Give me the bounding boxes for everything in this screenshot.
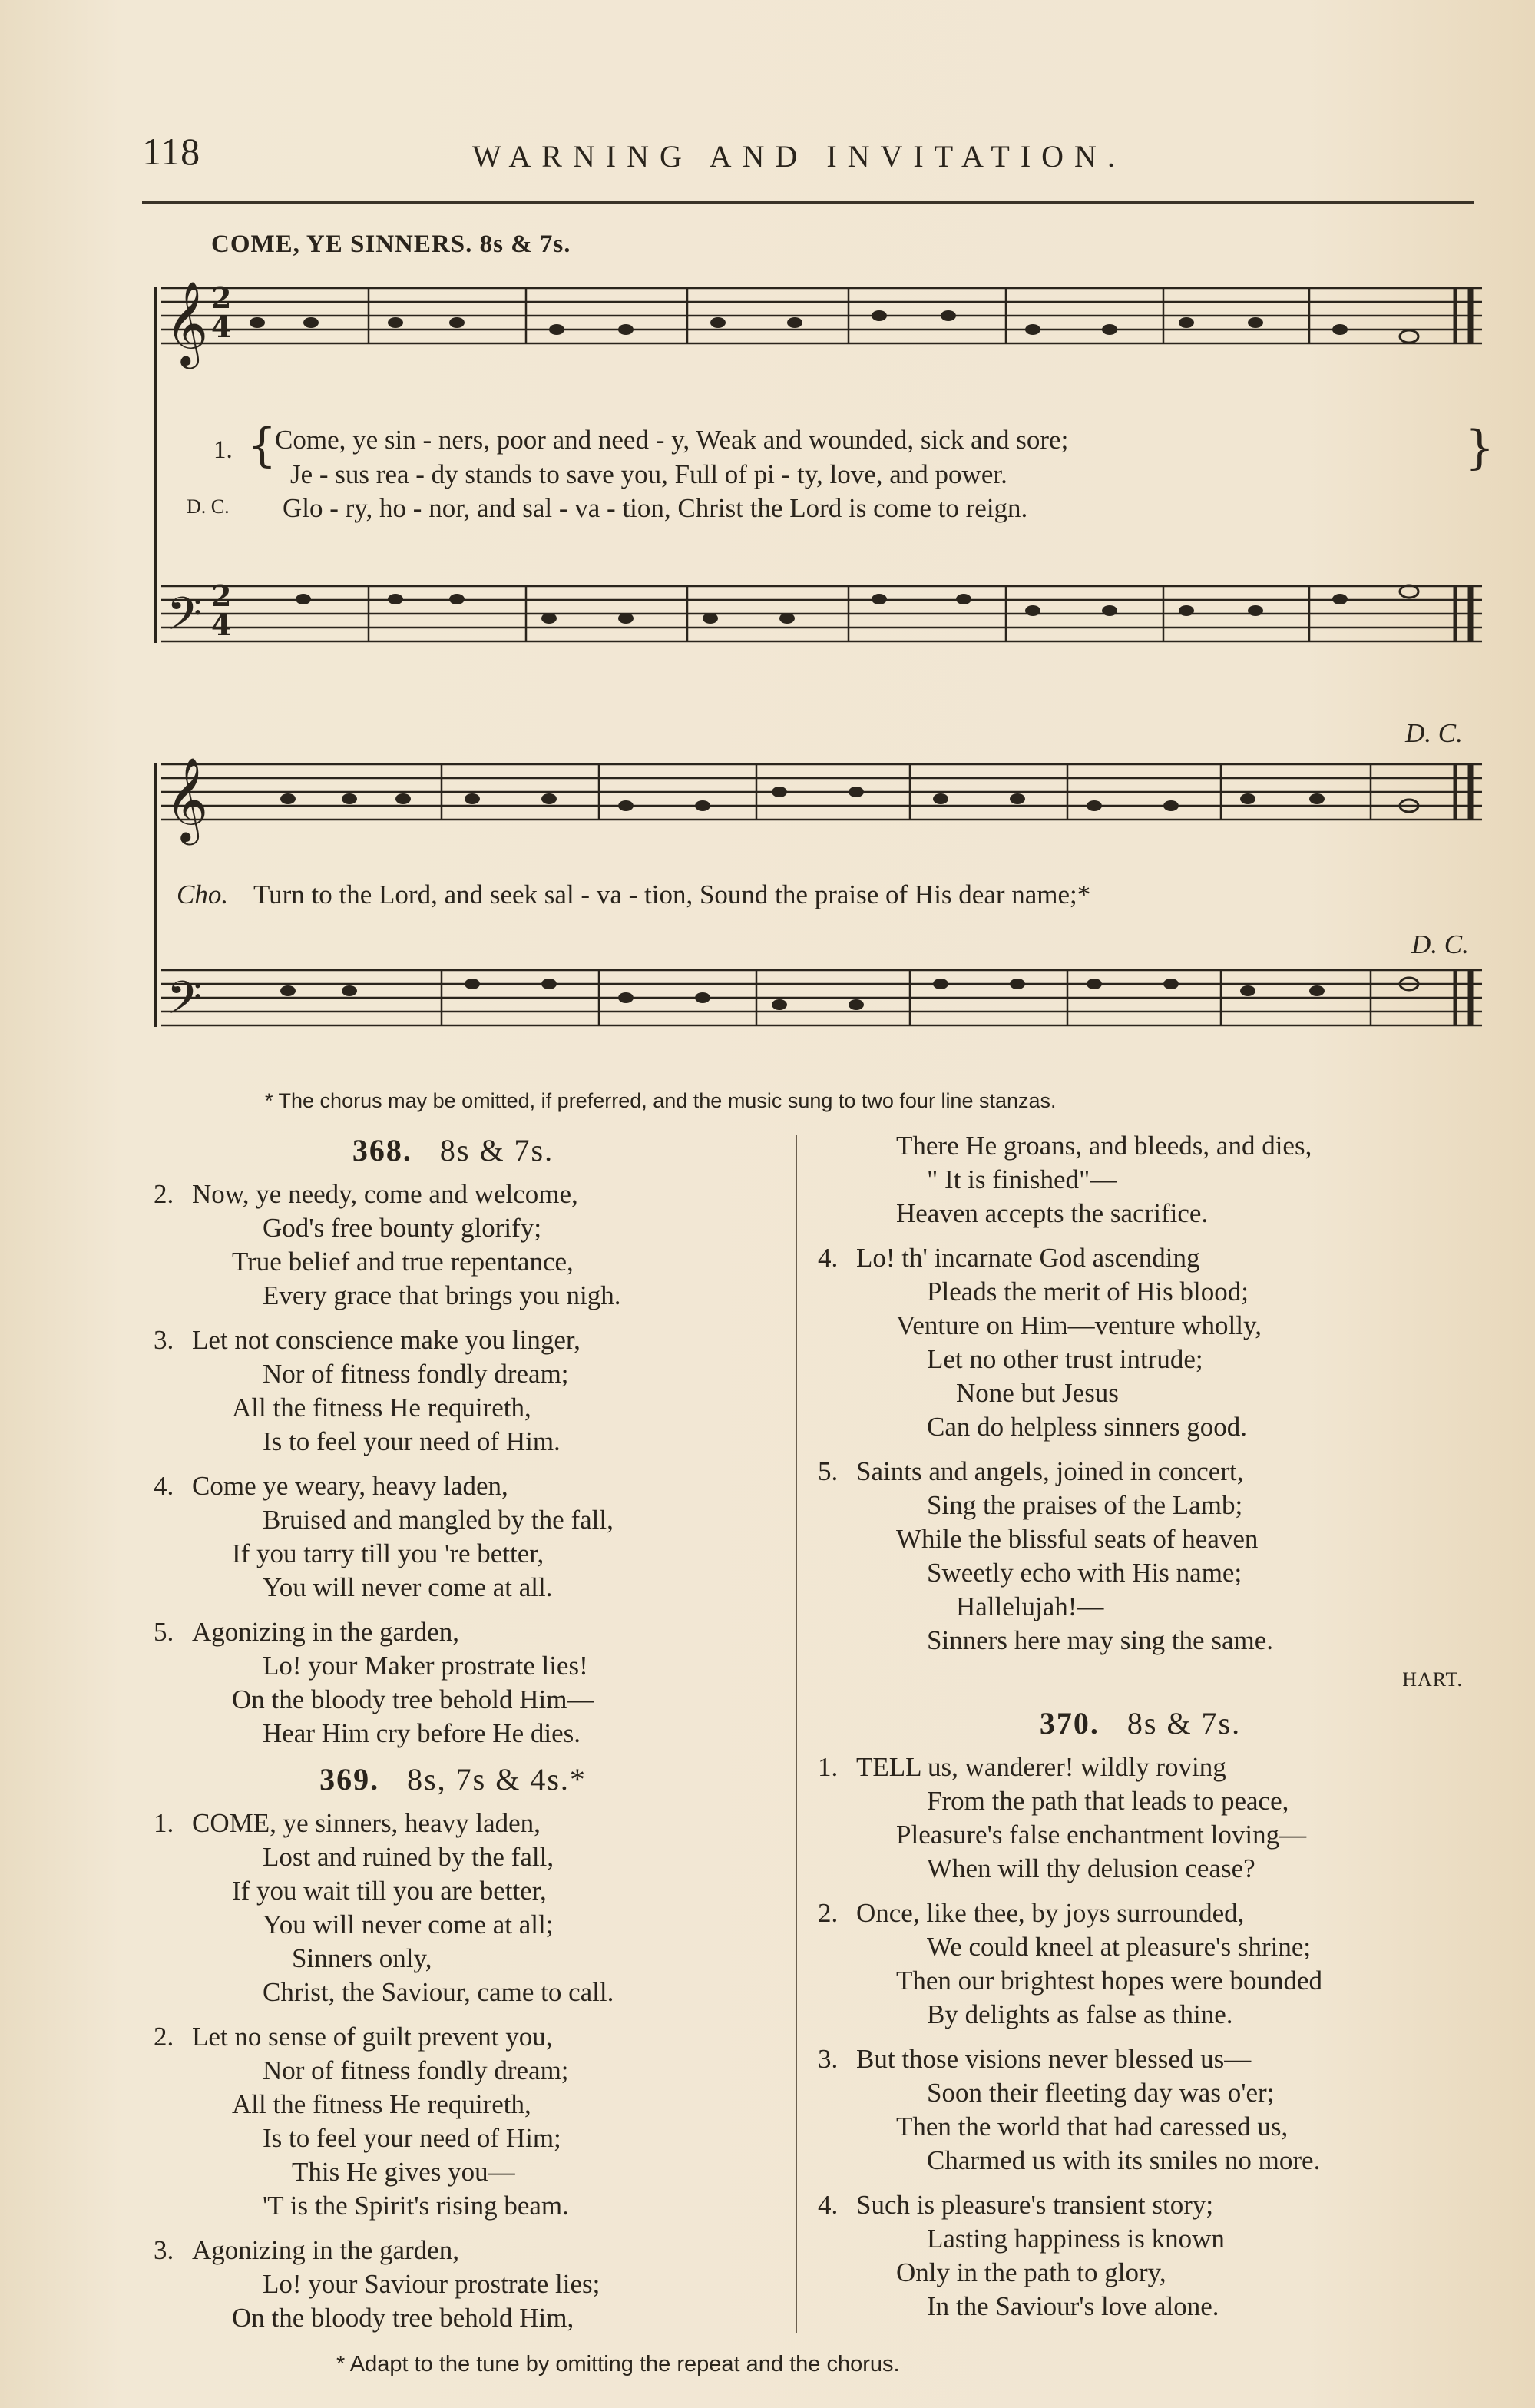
hymn-author: HART. [1402, 1668, 1463, 1691]
stanza-number: 2. [154, 2022, 174, 2052]
stanza [818, 2042, 1463, 2178]
line-text: Hear Him cry before He dies. [263, 1718, 581, 1748]
line-text: You will never come at all; [263, 1910, 554, 1939]
hymn-370-stanzas [818, 1751, 1463, 2324]
stanza-line [856, 1590, 1463, 1624]
stanza [818, 1751, 1463, 1886]
line-text: When will thy delusion cease? [927, 1853, 1255, 1883]
line-text: Is to feel your need of Him. [263, 1426, 561, 1456]
hymn-368-heading [154, 1132, 753, 1168]
stanza-line [192, 2054, 753, 2088]
stanza-number: 4. [154, 1471, 174, 1501]
svg-text:𝄢: 𝄢 [167, 587, 203, 651]
hymn-number: 370. [1039, 1706, 1100, 1741]
hymn-meter: 8s & 7s. [439, 1133, 554, 1168]
stanza [818, 1455, 1463, 1658]
stanza [818, 1896, 1463, 2032]
hymn-number: 368. [352, 1133, 412, 1168]
stanza-line [192, 1840, 753, 1874]
stanza-line [192, 1279, 753, 1313]
stanza [154, 1807, 753, 2009]
stanza-line [192, 2301, 753, 2335]
hymn-369-heading [154, 1761, 753, 1797]
stanza-line [856, 1818, 1463, 1852]
line-text: Saints and angels, joined in concert, [856, 1456, 1244, 1486]
stanza-line [856, 1489, 1463, 1522]
stanza-line [192, 2121, 753, 2155]
line-text: Once, like thee, by joys surrounded, [856, 1898, 1245, 1928]
stanza-line [856, 2076, 1463, 2110]
line-text: Lo! your Saviour prostrate lies; [263, 2269, 600, 2299]
line-text: Is to feel your need of Him; [263, 2123, 561, 2153]
hymn-370-heading [818, 1705, 1463, 1741]
brace-left: { [247, 419, 277, 472]
line-text: Can do helpless sinners good. [927, 1412, 1248, 1442]
line-text: While the blissful seats of heaven [896, 1524, 1259, 1554]
stanza-line: There He groans, and bleeds, and dies, [896, 1131, 1312, 1161]
hymn-meter: 8s & 7s. [1126, 1706, 1242, 1741]
line-text: Every grace that brings you nigh. [263, 1280, 621, 1310]
line-text: True belief and true repentance, [232, 1247, 574, 1277]
header-rule [142, 201, 1474, 204]
section-title: WARNING AND INVITATION. [472, 139, 1126, 174]
brace-right: } [1465, 421, 1495, 475]
line-text: Let no sense of guilt prevent you, [192, 2022, 553, 2052]
stanza-line [818, 1896, 1463, 1930]
tune-meter: 8s & 7s. [479, 230, 571, 258]
stanza-line [856, 1376, 1463, 1410]
stanza-line [856, 1624, 1463, 1658]
line-text: Agonizing in the garden, [192, 2235, 459, 2265]
stanza-line [856, 1556, 1463, 1590]
line-text: Soon their fleeting day was o'er; [927, 2078, 1275, 2108]
stanza-line [154, 1807, 753, 1840]
line-text: You will never come at all. [263, 1572, 553, 1602]
line-text: This He gives you— [292, 2157, 515, 2187]
stanza-number: 3. [154, 1325, 174, 1355]
column-divider [796, 1135, 797, 2333]
line-text: COME, ye sinners, heavy laden, [192, 1808, 541, 1838]
stanza [818, 2188, 1463, 2324]
stanza-number: 4. [818, 2190, 839, 2220]
line-text: Agonizing in the garden, [192, 1617, 459, 1647]
stanza-line [818, 1241, 1463, 1275]
line-text: 'T is the Spirit's rising beam. [263, 2191, 569, 2221]
line-text: In the Saviour's love alone. [927, 2291, 1219, 2321]
footnote-bottom: * Adapt to the tune by omitting the repeat and the chorus. [336, 2352, 900, 2377]
line-text: From the path that leads to peace, [927, 1786, 1289, 1816]
hymn-369-stanzas-cont [818, 1241, 1463, 1658]
svg-text:𝄞: 𝄞 [165, 757, 209, 842]
line-text: Charmed us with its smiles no more. [927, 2145, 1321, 2175]
stanza-line [818, 2188, 1463, 2222]
verse-number: 1. [213, 436, 233, 464]
stanza-number: 1. [154, 1808, 174, 1838]
right-column [818, 1129, 1463, 2334]
line-text: Sing the praises of the Lamb; [927, 1490, 1243, 1520]
stanza-line [192, 1571, 753, 1605]
stanza-line [856, 2110, 1463, 2144]
stanza-line [856, 1522, 1463, 1556]
stanza-line [192, 1683, 753, 1717]
stanza-line [192, 2088, 753, 2121]
stanza-line: Heaven accepts the sacrifice. [896, 1198, 1209, 1228]
lyrics-line-1: Come, ye sin - ners, poor and need - y, Weak and wounded, sick and sore; [275, 425, 1069, 455]
stanza-line [154, 1469, 753, 1503]
line-text: Lo! th' incarnate God ascending [856, 1243, 1200, 1273]
stanza-number: 4. [818, 1243, 839, 1273]
stanza-line [154, 1178, 753, 1211]
svg-text:2: 2 [211, 578, 232, 613]
stanza [818, 1241, 1463, 1444]
chorus-lyrics: Turn to the Lord, and seek sal - va - tion, Sound the praise of His dear name;* [253, 879, 1091, 909]
line-text: Let not conscience make you linger, [192, 1325, 581, 1355]
stanza [154, 1469, 753, 1605]
line-text: TELL us, wanderer! wildly roving [856, 1752, 1226, 1782]
line-text: Come ye weary, heavy laden, [192, 1471, 508, 1501]
line-text: Nor of fitness fondly dream; [263, 1359, 569, 1389]
line-text: If you tarry till you 're better, [232, 1539, 544, 1568]
stanza-line [192, 1425, 753, 1459]
lyrics-line-3: Glo - ry, ho - nor, and sal - va - tion, Christ the Lord is come to reign. [283, 493, 1028, 523]
line-text: Pleasure's false enchantment loving— [896, 1820, 1307, 1850]
line-text: We could kneel at pleasure's shrine; [927, 1932, 1312, 1962]
stanza-line [154, 1615, 753, 1649]
svg-text:4: 4 [211, 310, 232, 344]
stanza-line [192, 1211, 753, 1245]
stanza [154, 1615, 753, 1751]
stanza-line [856, 1852, 1463, 1886]
stanza-line [192, 1976, 753, 2009]
stanza-line [192, 1942, 753, 1976]
stanza-number: 3. [154, 2235, 174, 2265]
svg-text:𝄞: 𝄞 [165, 281, 209, 366]
hymn-369-continuation [818, 1129, 1463, 1230]
line-text: Sweetly echo with His name; [927, 1558, 1242, 1588]
stanza-line [192, 1537, 753, 1571]
stanza-number: 5. [154, 1617, 174, 1647]
stanza-line [192, 1245, 753, 1279]
line-text: Then our brightest hopes were bounded [896, 1966, 1322, 1996]
stanza-line [856, 1410, 1463, 1444]
stanza-line [856, 1784, 1463, 1818]
line-text: Pleads the merit of His blood; [927, 1277, 1249, 1307]
hymn-meter: 8s, 7s & 4s.* [407, 1762, 587, 1797]
stanza-line [192, 1874, 753, 1908]
tune-name: COME, YE SINNERS. [211, 230, 473, 258]
tune-title [211, 230, 571, 259]
stanza-number: 2. [818, 1898, 839, 1928]
stanza [154, 2234, 753, 2335]
dc-label: D. C. [187, 495, 230, 518]
stanza-line [154, 2020, 753, 2054]
hymn-369-stanzas [154, 1807, 753, 2335]
stanza-line [856, 2222, 1463, 2256]
stanza [154, 1323, 753, 1459]
line-text: Lost and ruined by the fall, [263, 1842, 554, 1872]
line-text: By delights as false as thine. [927, 1999, 1233, 2029]
stanza-line [818, 1455, 1463, 1489]
svg-text:𝄢: 𝄢 [167, 971, 203, 1035]
line-text: None but Jesus [956, 1378, 1119, 1408]
stanza-line [856, 2144, 1463, 2178]
stanza [154, 1178, 753, 1313]
stanza-number: 1. [818, 1752, 839, 1782]
line-text: Nor of fitness fondly dream; [263, 2055, 569, 2085]
line-text: Venture on Him—venture wholly, [896, 1310, 1262, 1340]
line-text: If you wait till you are better, [232, 1876, 547, 1906]
line-text: Hallelujah!— [956, 1592, 1104, 1621]
footnote-top: * The chorus may be omitted, if preferred, and the music sung to two four line stanzas. [265, 1089, 1057, 1112]
stanza-number: 2. [154, 1179, 174, 1209]
svg-text:4: 4 [211, 608, 232, 642]
hymn-368-stanzas [154, 1178, 753, 1751]
stanza-line [856, 1930, 1463, 1964]
line-text: All the fitness He requireth, [232, 1393, 531, 1423]
stanza-number: 5. [818, 1456, 839, 1486]
line-text: Then the world that had caressed us, [896, 2112, 1289, 2141]
dc-marker-1: D. C. [1405, 718, 1463, 748]
line-text: Let no other trust intrude; [927, 1344, 1203, 1374]
stanza-line [192, 1649, 753, 1683]
stanza-line [154, 1323, 753, 1357]
line-text: God's free bounty glorify; [263, 1213, 542, 1243]
hymn-number: 369. [319, 1762, 380, 1797]
stanza-line [192, 2155, 753, 2189]
stanza-line [192, 1391, 753, 1425]
stanza-line [818, 2042, 1463, 2076]
line-text: Lo! your Maker prostrate lies! [263, 1651, 588, 1681]
stanza-line [192, 2189, 753, 2223]
stanza-line [154, 2234, 753, 2267]
line-text: Bruised and mangled by the fall, [263, 1505, 614, 1535]
line-text: Sinners here may sing the same. [927, 1625, 1274, 1655]
line-text: But those visions never blessed us— [856, 2044, 1252, 2074]
line-text: Only in the path to glory, [896, 2257, 1166, 2287]
line-text: Lasting happiness is known [927, 2224, 1225, 2254]
stanza-line [856, 2256, 1463, 2290]
dc-marker-2: D. C. [1411, 929, 1469, 959]
stanza-line [192, 1908, 753, 1942]
chorus-label: Cho. [177, 879, 229, 909]
line-text: On the bloody tree behold Him— [232, 1684, 594, 1714]
stanza-line [818, 1751, 1463, 1784]
stanza-line [192, 2267, 753, 2301]
stanza-line [856, 2290, 1463, 2324]
stanza [154, 2020, 753, 2223]
line-text: On the bloody tree behold Him, [232, 2303, 574, 2333]
stanza-line [856, 1343, 1463, 1376]
left-column [154, 1129, 753, 2346]
svg-text:2: 2 [211, 280, 232, 315]
stanza-number: 3. [818, 2044, 839, 2074]
stanza-line [856, 1275, 1463, 1309]
stanza-line [856, 1964, 1463, 1998]
line-text: All the fitness He requireth, [232, 2089, 531, 2119]
line-text: Now, ye needy, come and welcome, [192, 1179, 578, 1209]
stanza-line [192, 1503, 753, 1537]
stanza-line [856, 1309, 1463, 1343]
stanza-line [192, 1717, 753, 1751]
line-text: Sinners only, [292, 1943, 432, 1973]
stanza-line [192, 1357, 753, 1391]
stanza-line: " It is finished"— [927, 1164, 1117, 1194]
page-number: 118 [142, 130, 201, 173]
line-text: Christ, the Saviour, came to call. [263, 1977, 614, 2007]
lyrics-line-2: Je - sus rea - dy stands to save you, Full of pi - ty, love, and power. [290, 459, 1007, 489]
line-text: Such is pleasure's transient story; [856, 2190, 1214, 2220]
stanza-line [856, 1998, 1463, 2032]
